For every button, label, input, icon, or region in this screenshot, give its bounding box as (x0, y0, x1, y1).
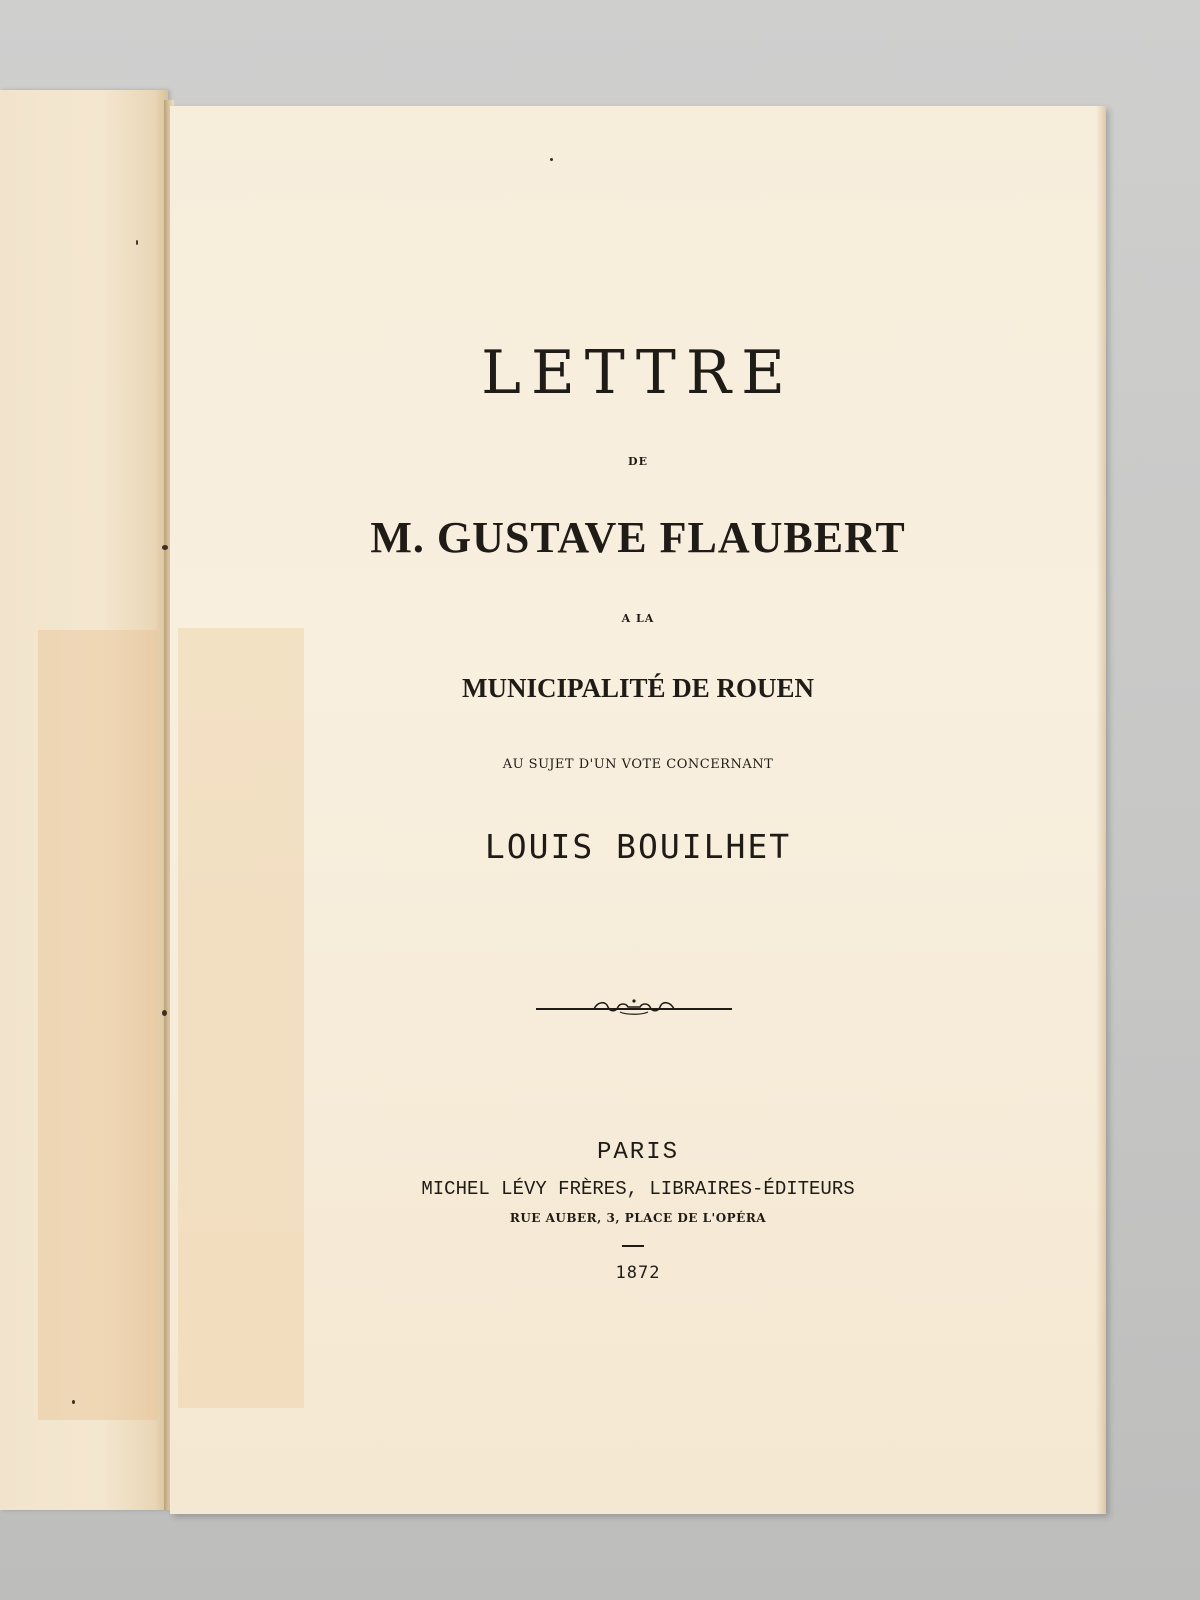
title-lettre: LETTRE (481, 338, 795, 408)
foxing-stain (178, 628, 304, 1408)
foxing-stain (38, 630, 158, 1420)
page-edge (1096, 106, 1106, 1514)
word-a-la: A LA (621, 612, 655, 625)
word-de: DE (628, 455, 648, 468)
title-page (170, 106, 1106, 1514)
left-page (0, 90, 168, 1510)
subject-name: LOUIS BOUILHET (484, 827, 792, 866)
imprint-year: 1872 (615, 1263, 661, 1283)
ink-speck (550, 158, 553, 161)
imprint-address: RUE AUBER, 3, PLACE DE L'OPÉRA (509, 1211, 767, 1225)
author-name: M. GUSTAVE FLAUBERT (370, 513, 906, 562)
recipient-name: MUNICIPALITÉ DE ROUEN (461, 673, 815, 703)
ink-speck (136, 240, 138, 245)
ink-speck (162, 545, 168, 550)
ink-speck (162, 1010, 167, 1016)
imprint-dash (622, 1245, 644, 1247)
subject-line: AU SUJET D'UN VOTE CONCERNANT (502, 757, 774, 772)
imprint-city: PARIS (596, 1139, 679, 1166)
imprint-publisher: MICHEL LÉVY FRÈRES, LIBRAIRES-ÉDITEURS (421, 1178, 855, 1200)
ink-speck (72, 1400, 75, 1404)
ornamental-rule (534, 996, 734, 1018)
